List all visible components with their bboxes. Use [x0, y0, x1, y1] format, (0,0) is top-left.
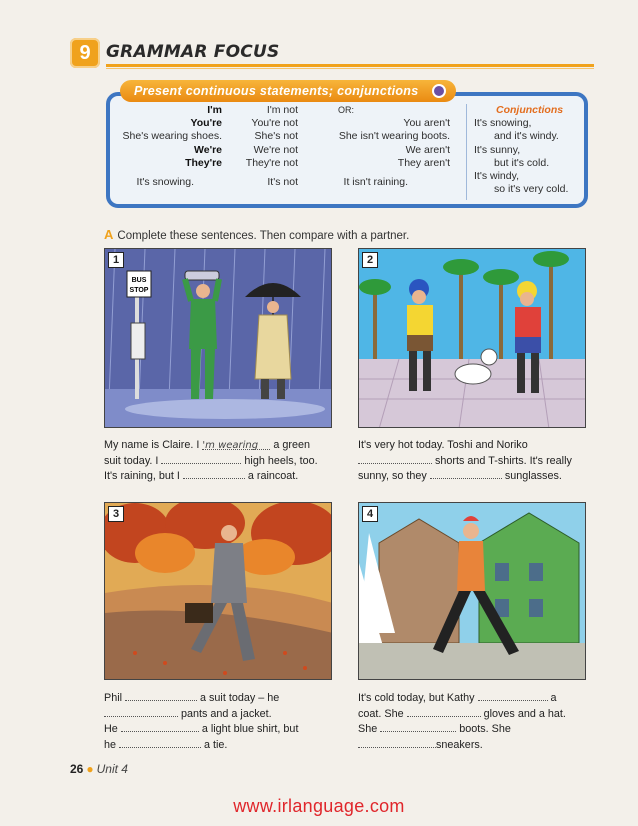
conj-line-1: It's snowing, [474, 117, 532, 130]
sentence-block-4 [358, 690, 590, 752]
s4-text-e: She [358, 723, 378, 735]
g1-line-last: It's snowing. [136, 176, 194, 189]
picture-number-1: 1 [108, 252, 124, 268]
page-number: 26 [70, 762, 84, 776]
picture-rainy-bus-stop [104, 248, 332, 428]
conj-line-6: so it's very cold. [494, 183, 569, 196]
s3-text-g: a tie. [204, 738, 228, 751]
s3-blank-4[interactable] [119, 737, 201, 748]
instruction-text: Complete these sentences. Then compare with a partner. [117, 230, 410, 242]
s2-text-b: shorts and T-shirts. It's really [435, 454, 572, 467]
s1-text-c: suit today. I [104, 454, 159, 467]
s3-text-e: a light blue shirt, but [201, 723, 299, 735]
s4-text-a: It's cold today, but Kathy [358, 692, 475, 704]
s1-text-a: My name is Claire. I [104, 439, 200, 451]
s1-blank-1[interactable]: 'm wearing [202, 439, 270, 450]
header-rule [106, 64, 594, 67]
watermark-url[interactable]: www.irlanguage.com [233, 796, 405, 816]
g2-line-5: They're not [245, 156, 298, 169]
conj-line-4: but it's cold. [494, 156, 550, 169]
g1-line-4: We're [194, 143, 222, 156]
grammar-divider [466, 104, 467, 200]
s1-text-e: It's raining, but I [104, 470, 180, 482]
s4-text-f: boots. She [459, 723, 511, 735]
s2-blank-2[interactable] [430, 468, 502, 479]
or-label: OR: [337, 105, 354, 115]
grammar-col-negative-2 [304, 104, 450, 189]
g2-line-1: I'm not [266, 104, 298, 116]
svg-text:BUS: BUS [131, 277, 147, 284]
s1-text-b: a green [273, 439, 311, 451]
briefcase [185, 603, 213, 623]
s2-text-d: sunglasses. [504, 470, 562, 482]
s4-text-c: coat. She [358, 707, 404, 720]
s3-text-d: He [104, 723, 118, 735]
g2-line-last: It's not [267, 176, 298, 189]
g3-line-3: We aren't [405, 143, 450, 156]
g2-line-3: She's not [254, 130, 298, 143]
picture-number-4: 4 [362, 506, 378, 522]
s1-blank-3[interactable] [183, 468, 245, 479]
conj-line-3: It's sunny, [474, 143, 521, 156]
g3-line-1: You aren't [403, 117, 450, 130]
s4-text-d: gloves and a hat. [483, 707, 566, 720]
grammar-title-text: Present continuous statements; conjunctions [134, 84, 419, 98]
s1-text-f: a raincoat. [247, 470, 299, 482]
g1-line-1: I'm [207, 104, 222, 116]
sentence-block-2 [358, 438, 590, 484]
s3-blank-3[interactable] [121, 721, 199, 732]
picture-cold-day-walking [358, 502, 586, 680]
sentence-block-3 [104, 690, 336, 752]
g3-line-last: It isn't raining. [343, 176, 408, 189]
s4-blank-2[interactable] [407, 706, 481, 717]
g1-line-5: They're [185, 156, 222, 169]
s1-blank-2[interactable] [161, 453, 241, 464]
grammar-col-conjunctions [474, 104, 584, 196]
s4-text-g: sneakers. [436, 738, 483, 751]
s2-text-c: sunny, so they [358, 470, 427, 482]
s2-blank-1[interactable] [358, 453, 432, 464]
picture-number-2: 2 [362, 252, 378, 268]
conj-line-5: It's windy, [474, 170, 519, 183]
s2-text-a: It's very hot today. Toshi and Noriko [358, 439, 528, 451]
grammar-col-affirmative [112, 104, 222, 189]
grammar-box-title [120, 80, 456, 102]
g2-line-4: We're not [253, 143, 298, 156]
s4-blank-1[interactable] [478, 690, 548, 701]
conj-line-2: and it's windy. [494, 130, 559, 143]
g1-line-2: You're [190, 117, 222, 130]
unit-label: Unit 4 [96, 762, 128, 776]
picture-autumn-man [104, 502, 332, 680]
g2-line-2: You're not [251, 117, 298, 130]
s3-text-a: Phil [104, 692, 123, 704]
s3-text-b: a suit today – he [200, 692, 280, 704]
section-header [70, 36, 594, 70]
picture-number-3: 3 [108, 506, 124, 522]
svg-text:STOP: STOP [129, 287, 149, 294]
sentence-block-1 [104, 438, 336, 484]
page-footer [70, 762, 128, 776]
picture-hot-day-skating [358, 248, 586, 428]
s4-blank-4[interactable] [358, 737, 436, 748]
s1-text-d: high heels, too. [244, 454, 318, 467]
s3-text-f: he [104, 738, 117, 751]
section-title: GRAMMAR FOCUS [106, 42, 280, 62]
grammar-col-negative-1 [228, 104, 298, 189]
conj-title: Conjunctions [496, 104, 564, 116]
audio-icon[interactable] [432, 84, 446, 98]
s4-blank-3[interactable] [380, 721, 456, 732]
s3-text-c: pants and a jacket. [181, 707, 272, 720]
g1-line-3: She's wearing shoes. [122, 130, 222, 143]
header-rule-thin [106, 68, 594, 69]
exercise-instruction [104, 227, 409, 242]
s3-blank-1[interactable] [125, 690, 197, 701]
g3-line-4: They aren't [397, 156, 450, 169]
s3-blank-2[interactable] [104, 706, 178, 717]
exercise-letter: A [104, 227, 114, 242]
g3-line-2: She isn't wearing boots. [338, 130, 450, 143]
section-number-badge: 9 [70, 38, 100, 68]
s4-text-b: a [550, 692, 557, 704]
footer-bullet: ● [86, 762, 94, 776]
